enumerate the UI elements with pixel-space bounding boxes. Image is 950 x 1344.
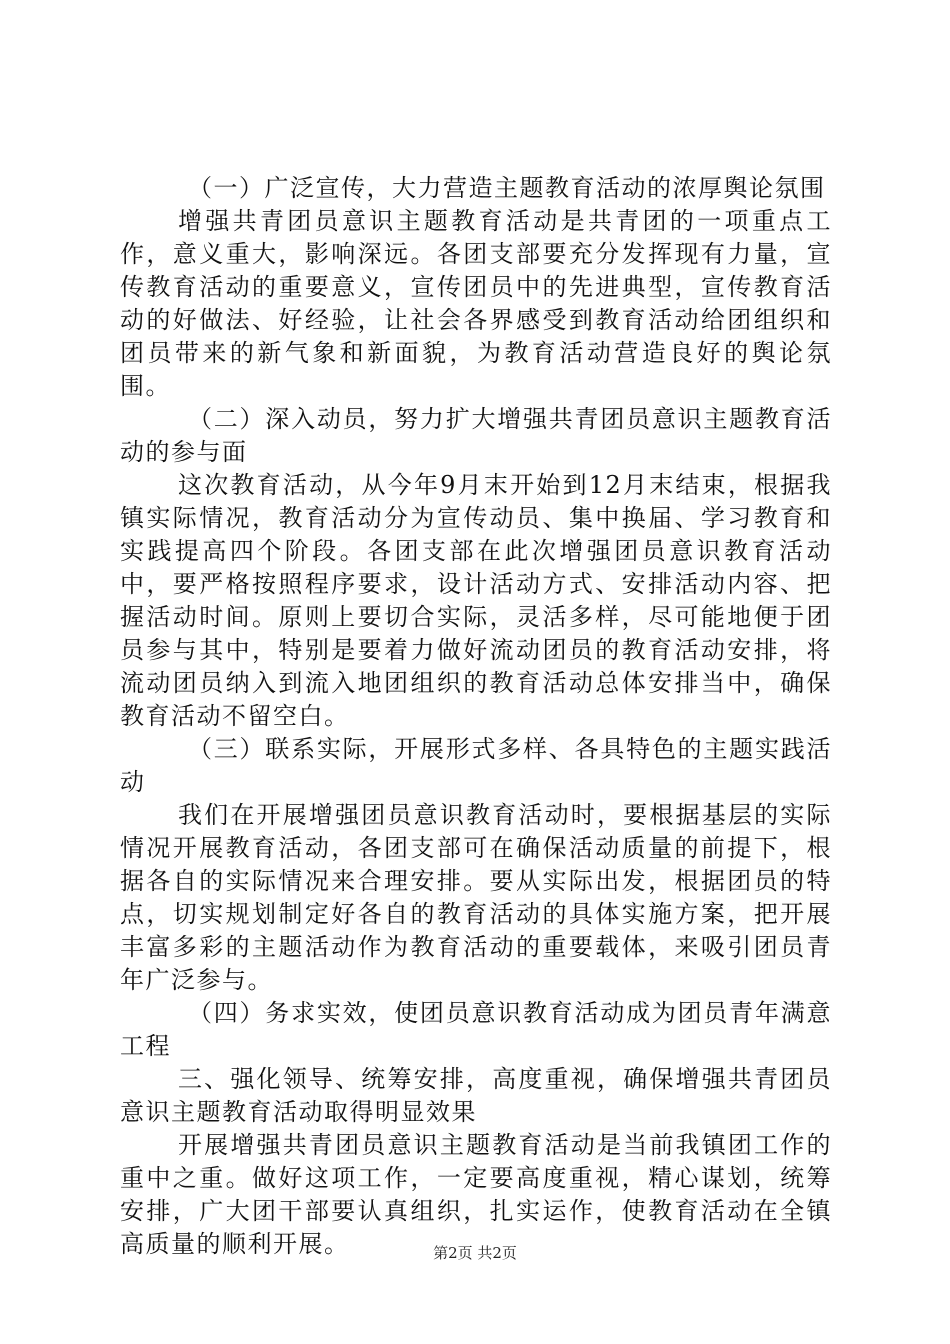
body-paragraph-2: 这次教育活动，从今年9月末开始到12月末结束，根据我镇实际情况，教育活动分为宣传动员、集中换届、学习教育和实践提高四个阶段。各团支部在此次增强团员意识教育活动中，要严格按照程序要求，设计活动方式、安排活动内容、把握活动时间。原则上要切合实际，灵活多样，尽可能地便于团员参与其中，特别是要着力做好流动团员的教育活动安排，将流动团员纳入到流入地团组织的教育活动总体安排当中，确保教育活动不留空白。	[120, 471, 832, 730]
body-paragraph-4: 开展增强共青团员意识主题教育活动是当前我镇团工作的重中之重。做好这项工作，一定要高度重视，精心谋划，统筹安排，广大团干部要认真组织，扎实运作，使教育活动在全镇高质量的顺利开展。	[120, 1131, 832, 1258]
body-paragraph-3: 我们在开展增强团员意识教育活动时，要根据基层的实际情况开展教育活动，各团支部可在确保活动质量的前提下，根据各自的实际情况来合理安排。要从实际出发，根据团员的特点，切实规划制定好各自的教育活动的具体实施方案，把开展丰富多彩的主题活动作为教育活动的重要载体，来吸引团员青年广泛参与。	[120, 801, 832, 994]
document-body	[120, 172, 832, 1261]
page-footer	[0, 1242, 950, 1263]
section-heading-4: （四）务求实效，使团员意识教育活动成为团员青年满意工程	[120, 999, 832, 1060]
section-heading-3: （三）联系实际，开展形式多样、各具特色的主题实践活动	[120, 735, 832, 796]
section-heading-2: （二）深入动员，努力扩大增强共青团员意识主题教育活动的参与面	[120, 405, 832, 466]
body-paragraph-1: 增强共青团员意识主题教育活动是共青团的一项重点工作，意义重大，影响深远。各团支部要充分发挥现有力量，宣传教育活动的重要意义，宣传团员中的先进典型，宣传教育活动的好做法、好经验，让社会各界感受到教育活动给团组织和团员带来的新气象和新面貌，为教育活动营造良好的舆论氛围。	[120, 207, 832, 400]
section-heading-1: （一）广泛宣传，大力营造主题教育活动的浓厚舆论氛围	[188, 174, 826, 202]
page-number-label: 第2页 共2页	[433, 1244, 517, 1262]
section-heading-part-three: 三、强化领导、统筹安排，高度重视，确保增强共青团员意识主题教育活动取得明显效果	[120, 1065, 832, 1126]
